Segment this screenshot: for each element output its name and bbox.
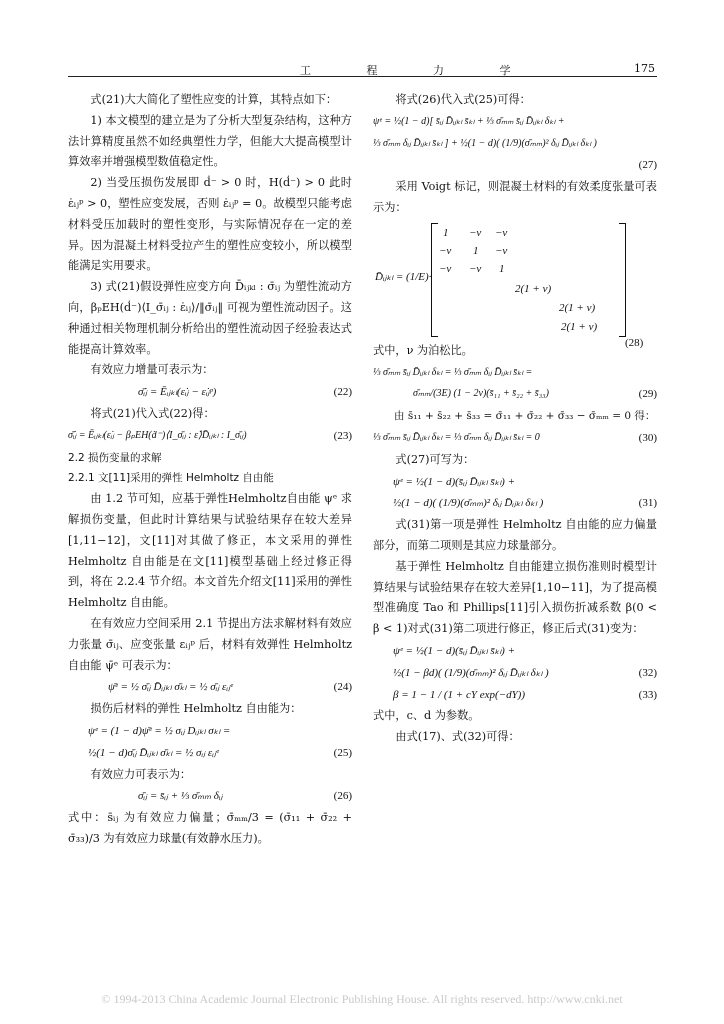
equation-number: (28): [625, 336, 644, 349]
equation-29-line1: ⅓ σ̄ₘₘ s̄ᵢⱼ D̄ᵢⱼₖₗ δₖₗ = ⅓ σ̄ₘₘ δᵢⱼ D̄ᵢⱼₖₗ s̄ₖₗ =: [373, 366, 533, 378]
paragraph: 损伤后材料的弹性 Helmholtz 自由能为：: [90, 702, 302, 716]
equation-32-line2: ½(1 − βd)( (1/9)(σ̄ₘₘ)² δᵢⱼ D̄ᵢⱼₖₗ δₖₗ ) (32): [393, 666, 657, 679]
equation-29-line2: σ̄ₘₘ/(3E) (1 − 2ν)(s̄₁₁ + s̄₂₂ + s̄₃₃) (29): [413, 388, 657, 401]
paragraph: 有效应力可表示为：: [90, 767, 192, 781]
matrix-cell: 1: [473, 244, 479, 257]
equation-25-line1: ψᵉ = (1 − d)ψ̄ᵉ = ½ σᵢⱼ Dᵢⱼₖₗ σₖₗ =: [88, 724, 231, 737]
paragraph: 由 s̄₁₁ + s̄₂₂ + s̄₃₃ = σ̄₁₁ + σ̄₂₂ + σ̄₃₃ − σ̄ₘₘ = 0 得：: [394, 410, 656, 423]
equation-30: ⅓ σ̄ₘₘ s̄ᵢⱼ D̄ᵢⱼₖₗ δₖₗ = ⅓ σ̄ₘₘ δᵢⱼ D̄ᵢⱼₖₗ s̄ₖₗ = 0 (30): [373, 431, 657, 444]
paragraph: 由式(17)、式(32)可得：: [395, 730, 520, 744]
paragraph: 式(31)第一项是弹性 Helmholtz 自由能的应力偏量部分，而第二项则是其应力球量部分。: [373, 518, 657, 552]
paragraph: 式中，c、d 为参数。: [373, 709, 480, 723]
matrix-cell: 1: [443, 226, 449, 239]
matrix-cell: −ν: [469, 262, 482, 275]
paragraph: 采用 Voigt 标记，则混凝土材料的有效柔度张量可表示为：: [373, 180, 657, 214]
page-number: 175: [634, 62, 655, 75]
equation-23: σ̄̇ᵢⱼ = Ēᵢⱼₖₗ(ε̇ᵢⱼ − βₚEH(ḋ⁻)⟨I_σ̄ᵢⱼ : ε̇⟩D̄ᵢⱼₖₗ : I_σ̄ᵢⱼ) (23): [68, 429, 352, 442]
equation-31-line2: ½(1 − d)( (1/9)(σ̄ₘₘ)² δᵢⱼ D̄ᵢⱼₖₗ δₖₗ ) (31): [393, 497, 657, 510]
equation-27-line1: ψᵉ = ½(1 − d)[ s̄ᵢⱼ D̄ᵢⱼₖₗ s̄ₖₗ + ⅓ σ̄ₘₘ s̄ᵢⱼ D̄ᵢⱼₖₗ δₖₗ +: [373, 115, 565, 127]
matrix-lhs: D̄ᵢⱼₖₗ = (1/E)·: [375, 270, 432, 283]
section-heading: 2.2 损伤变量的求解: [68, 451, 162, 464]
paragraph: 将式(26)代入式(25)可得：: [395, 93, 531, 106]
matrix-cell: −ν: [495, 226, 508, 239]
right-column: [373, 90, 657, 748]
right-bracket: [619, 223, 626, 337]
paragraph: 式(27)可写为：: [395, 452, 475, 466]
matrix-cell: 2(1 + ν): [515, 282, 552, 295]
matrix-cell: −ν: [495, 244, 508, 257]
equation-26: σ̄ᵢⱼ = s̄ᵢⱼ + ⅓ σ̄ₘₘ δᵢⱼ (26): [138, 790, 352, 803]
paragraph: 2) 当受压损伤发展即 ḋ⁻ > 0 时，H(ḋ⁻) > 0 此时 ε̇ᵢⱼᵖ > 0，塑性应变发展，否则 ε̇ᵢⱼᵖ = 0。故模型只能考虑材料受压加载时的塑性变形，与实际情况存在一定的差异。因为混凝土材料受拉产生的塑性应变较小，所以模型能满足实用要求。: [68, 176, 352, 273]
equation-32-line1: ψᵉ = ½(1 − d)(s̄ᵢⱼ D̄ᵢⱼₖₗ s̄ₖₗ) +: [393, 644, 515, 657]
equation-27-line2: ⅓ σ̄ₘₘ δᵢⱼ D̄ᵢⱼₖₗ s̄ₖₗ ] + ½(1 − d)( (1/9)(σ̄ₘₘ)² δᵢⱼ D̄ᵢⱼₖₗ δₖₗ ): [373, 137, 597, 149]
paragraph: 式中：s̄ᵢⱼ 为有效应力偏量；σ̄ₘₘ/3 = (σ̄₁₁ + σ̄₂₂ + σ̄₃₃)/3 为有效应力球量(有效静水压力)。: [68, 811, 352, 845]
paragraph: 有效应力增量可表示为：: [90, 363, 214, 377]
equation-24: ψ̄ᵉ = ½ σ̄ᵢⱼ D̄ᵢⱼₖₗ σ̄ₖₗ = ½ σ̄ᵢⱼ εᵢⱼᵉ (24): [108, 681, 352, 694]
paragraph: 在有效应力空间采用 2.1 节提出方法求解材料有效应力张量 σ̄ᵢⱼ、应变张量 εᵢⱼᵖ 后，材料有效弹性 Helmholtz 自由能 ψ̄ᵉ 可表示为：: [68, 616, 352, 672]
left-column: [68, 90, 352, 850]
journal-title: 工 程 力 学: [300, 64, 537, 77]
matrix-cell: 1: [499, 262, 505, 275]
paragraph: 1) 本文模型的建立是为了分析大型复杂结构，这种方法计算精度虽然不如经典塑性力学，但能大大提高模型计算效率并增强模型数值稳定性。: [68, 113, 352, 169]
equation-27-number: (27): [638, 159, 657, 172]
paragraph: 将式(21)代入式(22)得：: [90, 406, 215, 420]
subsection-heading: 2.2.1 文[11]采用的弹性 Helmholtz 自由能: [68, 472, 274, 485]
paragraph: 式(21)大大简化了塑性应变的计算，其特点如下：: [90, 93, 338, 106]
header-rule: [68, 76, 657, 77]
compliance-matrix: [373, 223, 657, 349]
matrix-cell: 2(1 + ν): [559, 301, 596, 314]
matrix-cell: −ν: [439, 262, 452, 275]
matrix-cell: 2(1 + ν): [561, 320, 598, 333]
equation-25-line2: ½(1 − d)σ̄ᵢⱼ D̄ᵢⱼₖₗ σ̄ₖₗ = ½ σᵢⱼ εᵢⱼᵉ (25): [88, 746, 352, 759]
equation-31-line1: ψᵉ = ½(1 − d)(s̄ᵢⱼ D̄ᵢⱼₖₗ s̄ₖₗ) +: [393, 475, 515, 488]
copyright-footer: © 1994-2013 China Academic Journal Electronic Publishing House. All rights reserved. http://www.cnki.net: [101, 992, 623, 1006]
paragraph: 基于弹性 Helmholtz 自由能建立损伤准则时模型计算结果与试验结果存在较大差异[1,10−11]，为了提高模型准确度 Tao 和 Phillips[11]引入损伤折减系数 β(0 < β < 1)对式(31)第二项进行修正，修正后式(31)变为：: [373, 559, 657, 636]
paragraph: 3) 式(21)假设弹性应变方向 D̄ᵢⱼₖₗ : σ̄ᵢⱼ 为塑性流动方向，βₚEH(ḋ⁻)⟨I_σ̄ᵢⱼ : ε̇ᵢⱼ⟩/‖σ̄ᵢⱼ‖ 可视为塑性流动因子。这种通过相关物理机制分析给出的塑性流动因子经验表达式能提高计算效率。: [68, 280, 352, 356]
equation-22: σ̄̇ᵢⱼ = Ēᵢⱼₖₗ(ε̇ᵢⱼ − ε̇ᵢⱼᵖ) (22): [138, 386, 352, 399]
equation-33: β = 1 − 1 / (1 + cY exp(−dY)) (33): [393, 688, 657, 701]
left-bracket: [431, 223, 438, 337]
paragraph: 由 1.2 节可知，应基于弹性Helmholtz自由能 ψᵉ 求解损伤变量，但此时计算结果与试验结果存在较大差异[1,11−12]，文[11]对其做了修正，本文采用的弹性 Helmholtz 自由能是在文[11]模型基础上经过修正得到，将在 2.2.4 节介绍。本文首先介绍文[11]采用的弹性 Helmholtz 自由能。: [68, 492, 352, 610]
matrix-cell: −ν: [439, 244, 452, 257]
matrix-cell: −ν: [469, 226, 482, 239]
paragraph: 式中，ν 为泊松比。: [373, 343, 473, 357]
